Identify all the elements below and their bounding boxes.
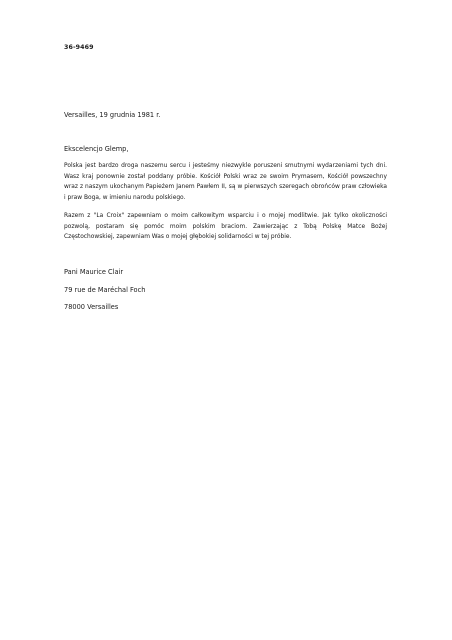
reference-number: 36-9469 — [64, 44, 94, 51]
letter-paragraph-1: Polska jest bardzo droga naszemu sercu i jesteśmy niezwykle poruszeni smutnymi wydarzeniami tych dni. Wasz kraj ponownie został poddany próbie. Kościół Polski wraz ze swoim Prymasem, Kościół powszechny wraz z naszym ukochanym Papieżem Janem Pawłem II, są w pierwszych szeregach obrońców praw człowieka i praw Boga, w imieniu narodu polskiego. — [64, 163, 387, 202]
salutation: Ekscelencjo Glemp, — [64, 145, 129, 153]
signature-street: 79 rue de Maréchal Foch — [64, 286, 146, 294]
signature-name: Pani Maurice Clair — [64, 268, 124, 276]
letter-paragraph-2: Razem z "La Croix" zapewniam o moim całkowitym wsparciu i o mojej modlitwie. Jak tylko okoliczności pozwolą, postaram się pomóc moim polskim braciom. Zawierzając z Tobą Polskę Matce Bożej Częstochowskiej, zapewniam Was o mojej głębokiej solidarności w tej próbie. — [64, 213, 387, 241]
date-line: Versailles, 19 grudnia 1981 r. — [64, 111, 161, 119]
signature-city: 78000 Versailles — [64, 303, 119, 311]
